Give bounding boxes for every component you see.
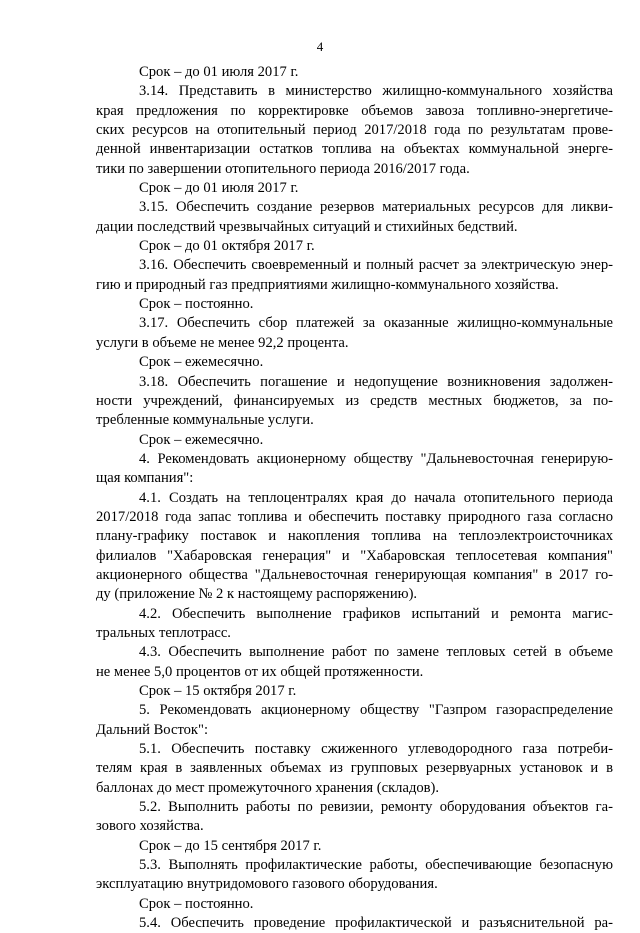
text-line: зового хозяйства. — [96, 818, 204, 835]
text-line: ских ресурсов на отопительный период 2017/2018 года по результатам прове- — [96, 122, 613, 139]
text-line: 3.14. Представить в министерство жилищно-коммунального хозяйства — [139, 83, 613, 100]
text-line: 4.1. Создать на теплоцентралях края до начала отопительного периода — [139, 489, 613, 506]
text-line: 2017/2018 года запас топлива и обеспечить поставку природного газа согласно — [96, 508, 613, 525]
text-line: края предложения по корректировке объемов завоза топливно-энергетиче- — [96, 102, 613, 119]
text-line: Срок – ежемесячно. — [139, 354, 264, 371]
text-line: 5.3. Выполнять профилактические работы, обеспечивающие безопасную — [139, 857, 613, 874]
text-line: 3.17. Обеспечить сбор платежей за оказанные жилищно-коммунальные — [139, 315, 613, 332]
text-line: требленные коммунальные услуги. — [96, 412, 314, 429]
text-line: филиалов "Хабаровская генерация" и "Хабаровская теплосетевая компания" — [96, 547, 613, 564]
text-line: Срок – до 01 июля 2017 г. — [139, 64, 299, 80]
text-line: Срок – до 01 июля 2017 г. — [139, 180, 299, 197]
text-line: гию и природный газ предприятиями жилищно-коммунального хозяйства. — [96, 276, 559, 293]
text-line: Срок – до 01 октября 2017 г. — [139, 238, 315, 255]
text-line: баллонах до мест промежуточного хранения (складов). — [96, 779, 440, 796]
page-number: 4 — [316, 39, 324, 54]
text-line: 3.15. Обеспечить создание резервов материальных ресурсов для ликви- — [139, 199, 613, 216]
text-line: Дальний Восток": — [96, 721, 209, 738]
text-line: тики по завершении отопительного периода 2016/2017 года. — [96, 160, 470, 177]
text-line: Срок – постоянно. — [139, 895, 254, 912]
text-line: плану-графику поставок и накопления топлива на теплоэлектроисточниках — [96, 528, 613, 545]
text-line: ду (приложение № 2 к настоящему распоряжению). — [96, 586, 418, 603]
text-line: Срок – 15 октября 2017 г. — [139, 683, 297, 699]
text-line: Срок – до 15 сентября 2017 г. — [139, 837, 322, 854]
text-line: 3.16. Обеспечить своевременный и полный расчет за электрическую энер- — [139, 257, 613, 274]
text-line: 3.18. Обеспечить погашение и недопущение возникновения задолжен- — [139, 373, 613, 390]
text-line: эксплуатацию внутридомового газового оборудования. — [96, 876, 438, 893]
text-line: 4. Рекомендовать акционерному обществу "Дальневосточная генерирую- — [139, 450, 613, 467]
text-line: Срок – постоянно. — [139, 296, 254, 313]
text-line: не менее 5,0 процентов от их общей протяженности. — [96, 663, 424, 680]
text-line: денной инвентаризации остатков топлива на объектах коммунальной энерге- — [96, 141, 613, 158]
text-line: тральных теплотрасс. — [96, 624, 231, 641]
text-line: ности учреждений, финансируемых из средств местных бюджетов, за по- — [96, 392, 613, 409]
text-line: 5.2. Выполнить работы по ревизии, ремонту оборудования объектов га- — [139, 799, 613, 816]
text-line: акционерного общества "Дальневосточная генерирующая компания" в 2017 го- — [96, 566, 613, 583]
text-line: 4.2. Обеспечить выполнение графиков испытаний и ремонта магис- — [139, 605, 613, 622]
text-line: щая компания": — [96, 470, 194, 487]
text-line: 4.3. Обеспечить выполнение работ по замене тепловых сетей в объеме — [139, 644, 613, 661]
document-body — [96, 63, 613, 933]
text-line: Срок – ежемесячно. — [139, 431, 264, 448]
text-line: телям края в заявленных объемах из групповых резервуарных установок и в — [96, 760, 613, 777]
text-line: услуги в объеме не менее 92,2 процента. — [96, 334, 349, 351]
text-line: 5. Рекомендовать акционерному обществу "Газпром газораспределение — [139, 702, 613, 719]
text-line: 5.1. Обеспечить поставку сжиженного углеводородного газа потреби- — [139, 741, 613, 758]
text-line: 5.4. Обеспечить проведение профилактической и разъяснительной ра- — [139, 915, 613, 932]
text-line: дации последствий чрезвычайных ситуаций и стихийных бедствий. — [96, 218, 518, 235]
